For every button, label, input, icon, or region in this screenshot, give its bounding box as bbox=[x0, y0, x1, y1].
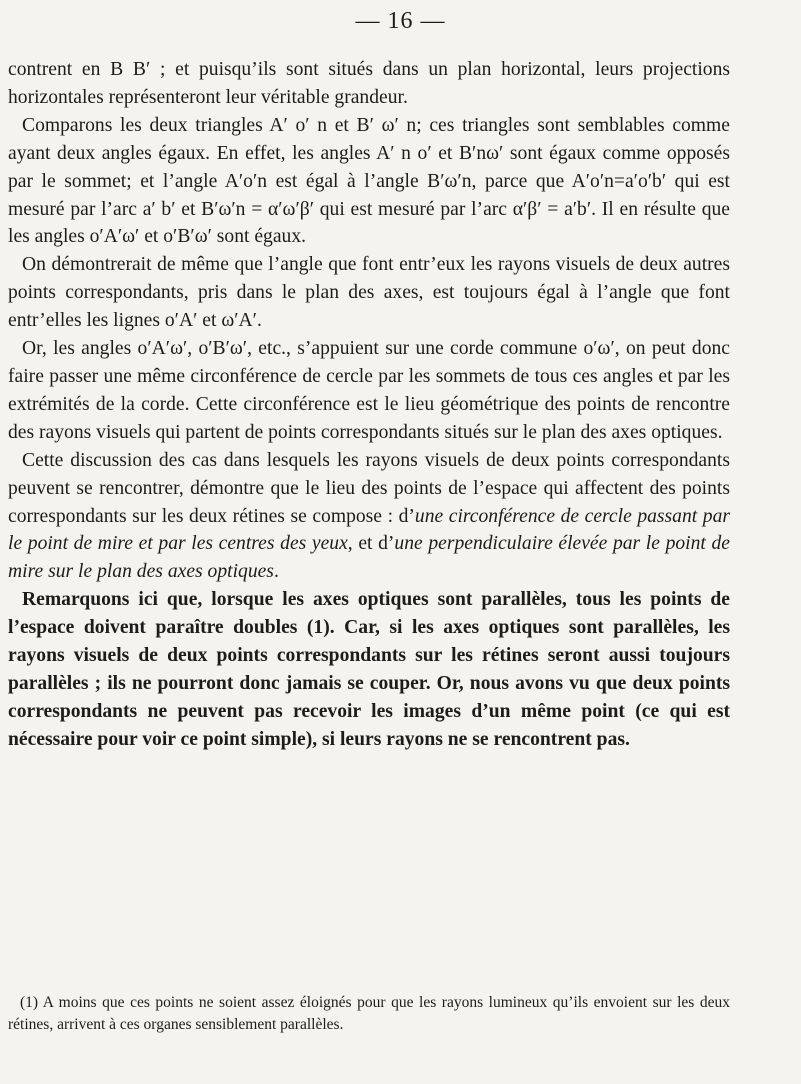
paragraph-triangles: Comparons les deux triangles A′ o′ n et B′ ω′ n; ces triangles sont semblables comme ayant deux angles égaux. En effet, les angles A′ n o′ et B′nω′ sont égaux comme opposés par le sommet; et l’angle A′o′n est égal à l’angle B′ω′n, parce que A′o′n=a′o′b′ qui est mesuré par l’arc a′ b′ et B′ω′n = α′ω′β′ qui est mesuré par l’arc α′β′ = a′b′. Il en résulte que les angles o′A′ω′ et o′B′ω′ sont égaux. bbox=[8, 114, 730, 248]
paragraph-remark: Remarquons ici que, lorsque les axes optiques sont parallèles, tous les points de l’espace doivent paraître doubles (1). Car, si les axes optiques sont parallèles, les rayons visuels de deux points correspondants sur les rétines seront aussi toujours parallèles ; ils ne pourront donc jamais se couper. Or, nous avons vu que deux points correspondants ne peuvent pas recevoir les images d’un même point (ce qui est nécessaire pour voir ce point simple), si leurs rayons ne se rencontrent pas. bbox=[8, 589, 730, 750]
paragraph-rays: On démontrerait de même que l’angle que font entr’eux les rayons visuels de deux autres points correspondants, pris dans le plan des axes, est toujours égal à l’angle que font entr’elles les lignes o′A′ et ω′A′. bbox=[8, 254, 730, 332]
page-header: — 16 — bbox=[355, 8, 446, 34]
thesis-connector: , et d’ bbox=[347, 533, 395, 555]
thesis-end: . bbox=[273, 561, 279, 583]
paragraph-thesis bbox=[8, 447, 730, 587]
page-body bbox=[8, 56, 730, 754]
thesis-emphasis-perpendicular: une perpendiculaire élevée par le point de mire sur le plan des axes optiques bbox=[8, 533, 730, 583]
paragraph-circle: Or, les angles o′A′ω′, o′B′ω′, etc., s’appuient sur une corde commune o′ω′, on peut donc faire passer une même circonférence de cercle par les sommets de tous ces angles et par les extrémités de la corde. Cette circonférence est le lieu géométrique des points de rencontre des rayons visuels qui partent de points correspondants situés sur le plan des axes optiques. bbox=[8, 338, 730, 443]
paragraph-continuation: contrent en B B′ ; et puisqu’ils sont situés dans un plan horizontal, leurs projections horizontales représenteront leur véritable grandeur. bbox=[8, 59, 730, 108]
footnote-mark: (1) bbox=[20, 994, 39, 1011]
footnote-text: A moins que ces points ne soient assez éloignés pour que les rayons lumineux qu’ils envoient sur les deux rétines, arrivent à ces organes sensiblement parallèles. bbox=[8, 994, 730, 1033]
footnote bbox=[8, 992, 730, 1036]
thesis-lead: Cette discussion des cas dans lesquels les rayons visuels de deux points correspondants peuvent se rencontrer, démontre que le lieu des points de l’espace qui affectent des points correspondants sur les deux rétines se compose : d’ bbox=[8, 449, 730, 527]
thesis-emphasis-circle: une circonférence de cercle passant par le point de mire et par les centres des yeux bbox=[8, 505, 730, 555]
